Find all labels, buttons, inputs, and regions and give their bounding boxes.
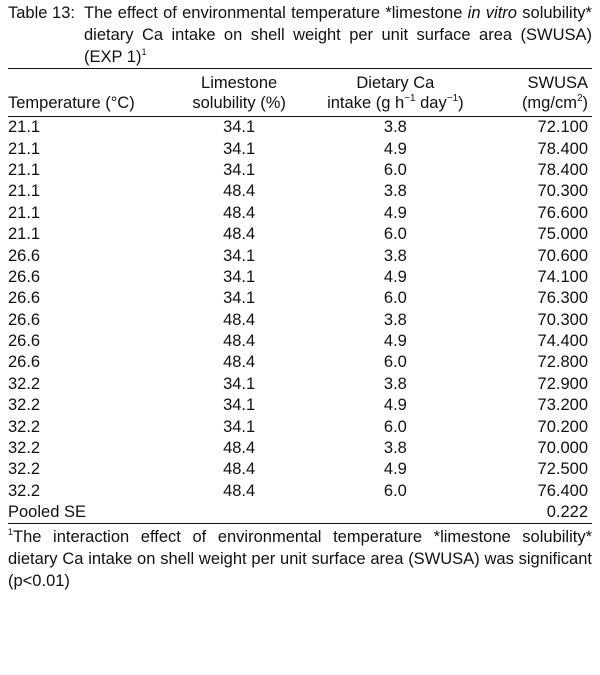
cell-solubility: 48.4 [223, 203, 256, 222]
cell-swusa: 78.400 [537, 160, 588, 179]
cell-solubility: 34.1 [223, 267, 256, 286]
table-row [8, 395, 592, 416]
table-row [8, 481, 592, 502]
table-row [8, 416, 592, 437]
cell-temperature: 26.6 [8, 332, 41, 351]
cell-temperature: 32.2 [8, 374, 41, 393]
table-caption [8, 2, 592, 68]
cell-ca-intake: 3.8 [383, 246, 407, 265]
cell-swusa: 75.000 [537, 225, 588, 244]
table-row [8, 267, 592, 288]
cell-swusa: 70.300 [537, 182, 588, 201]
cell-temperature: 26.6 [8, 310, 41, 329]
footnote-marker: 1 [8, 527, 14, 538]
cell-solubility: 34.1 [223, 118, 256, 137]
header-row-bottom [8, 93, 592, 117]
table-body [8, 117, 592, 524]
cell-solubility: 34.1 [223, 160, 256, 179]
data-table [8, 68, 592, 524]
cell-swusa: 70.000 [537, 439, 588, 458]
caption-label: Table 13: [8, 4, 75, 22]
cell-ca-intake: 3.8 [383, 310, 407, 329]
table-row [8, 310, 592, 331]
cell-swusa: 76.400 [537, 481, 588, 500]
cell-solubility: 34.1 [223, 289, 256, 308]
cell-temperature: 32.2 [8, 417, 41, 436]
cell-ca-intake: 4.9 [383, 139, 407, 158]
table-row [8, 438, 592, 459]
cell-solubility: 48.4 [223, 225, 256, 244]
cell-swusa: 70.300 [537, 310, 588, 329]
table-row [8, 245, 592, 266]
cell-solubility: 48.4 [223, 182, 256, 201]
cell-ca-intake: 6.0 [383, 417, 407, 436]
table-figure [8, 0, 592, 592]
header-ca-line1: Dietary Ca [316, 69, 475, 94]
cell-solubility: 34.1 [223, 139, 256, 158]
cell-ca-intake: 4.9 [383, 267, 407, 286]
cell-ca-intake: 4.9 [383, 332, 407, 351]
pooled-se-label: Pooled SE [8, 502, 162, 524]
header-ca-sup2: −1 [446, 93, 459, 104]
header-ca-suffix: ) [458, 94, 464, 112]
cell-ca-intake: 3.8 [383, 118, 407, 137]
cell-temperature: 26.6 [8, 289, 41, 308]
table-row [8, 352, 592, 373]
table-row [8, 224, 592, 245]
cell-temperature: 26.6 [8, 267, 41, 286]
cell-solubility: 48.4 [223, 481, 256, 500]
pooled-se-empty-solubility [162, 502, 316, 524]
header-swusa-line1: SWUSA [475, 69, 592, 94]
cell-temperature: 32.2 [8, 481, 41, 500]
cell-swusa: 72.800 [537, 353, 588, 372]
caption-footnote-marker: 1 [141, 47, 147, 57]
cell-swusa: 72.900 [537, 374, 588, 393]
header-row-top [8, 69, 592, 94]
caption-text-part1: The effect of environmental temperature *limestone [84, 4, 468, 22]
caption-text-part2: solubility* dietary Ca intake on shell weight per unit surface area (SWUSA) (EXP 1) [84, 4, 592, 66]
table-row [8, 203, 592, 224]
cell-temperature: 26.6 [8, 246, 41, 265]
table-row [8, 117, 592, 139]
cell-swusa: 70.200 [537, 417, 588, 436]
cell-solubility: 34.1 [223, 396, 256, 415]
header-temperature-top [8, 69, 162, 94]
cell-temperature: 26.6 [8, 353, 41, 372]
cell-ca-intake: 6.0 [383, 225, 407, 244]
header-solubility-line2: solubility (%) [162, 93, 316, 117]
table-row [8, 374, 592, 395]
table-row [8, 160, 592, 181]
header-solubility-line1: Limestone [162, 69, 316, 94]
footnote-text: The interaction effect of environmental temperature *limestone solubility* dietary Ca intake on shell weight per unit surface area (SWUSA) was significant (p<0.01) [8, 528, 592, 591]
header-ca-sup1: −1 [404, 93, 416, 104]
table-row [8, 138, 592, 159]
cell-ca-intake: 6.0 [383, 160, 407, 179]
cell-swusa: 76.600 [537, 203, 588, 222]
cell-ca-intake: 6.0 [383, 481, 407, 500]
table-row [8, 459, 592, 480]
pooled-se-value: 0.222 [475, 502, 592, 524]
cell-temperature: 21.1 [8, 139, 41, 158]
cell-swusa: 74.400 [537, 332, 588, 351]
cell-ca-intake: 3.8 [383, 182, 407, 201]
cell-swusa: 78.400 [537, 139, 588, 158]
cell-solubility: 34.1 [223, 246, 256, 265]
cell-solubility: 48.4 [223, 460, 256, 479]
cell-swusa: 73.200 [537, 396, 588, 415]
cell-temperature: 21.1 [8, 118, 41, 137]
cell-swusa: 72.500 [537, 460, 588, 479]
table-row [8, 181, 592, 202]
cell-swusa: 72.100 [537, 118, 588, 137]
caption-text-italic: in vitro [467, 4, 517, 22]
table-footnote [8, 526, 592, 592]
header-swusa-sup: 2 [576, 93, 583, 104]
cell-solubility: 34.1 [223, 417, 256, 436]
cell-ca-intake: 6.0 [383, 289, 407, 308]
cell-ca-intake: 4.9 [383, 460, 407, 479]
cell-ca-intake: 6.0 [383, 353, 407, 372]
cell-swusa: 70.600 [537, 246, 588, 265]
cell-temperature: 21.1 [8, 225, 41, 244]
header-ca-mid: day [415, 94, 447, 112]
pooled-se-empty-ca [316, 502, 475, 524]
cell-temperature: 32.2 [8, 396, 41, 415]
caption-text [84, 2, 592, 68]
cell-solubility: 48.4 [223, 332, 256, 351]
table-row [8, 288, 592, 309]
cell-temperature: 32.2 [8, 460, 41, 479]
cell-solubility: 48.4 [223, 353, 256, 372]
cell-solubility: 48.4 [223, 310, 256, 329]
cell-ca-intake: 3.8 [383, 374, 407, 393]
cell-temperature: 21.1 [8, 160, 41, 179]
cell-swusa: 74.100 [537, 267, 588, 286]
cell-ca-intake: 4.9 [383, 203, 407, 222]
table-row [8, 331, 592, 352]
cell-solubility: 48.4 [223, 439, 256, 458]
cell-solubility: 34.1 [223, 374, 256, 393]
cell-ca-intake: 4.9 [383, 396, 407, 415]
cell-temperature: 21.1 [8, 203, 41, 222]
cell-temperature: 32.2 [8, 439, 41, 458]
cell-temperature: 21.1 [8, 182, 41, 201]
header-temperature: Temperature (°C) [8, 93, 162, 117]
header-swusa-suffix: ) [582, 94, 588, 112]
header-swusa-prefix: (mg/cm [521, 94, 577, 112]
cell-ca-intake: 3.8 [383, 439, 407, 458]
header-swusa-line2 [475, 93, 592, 117]
header-ca-prefix: intake (g h [327, 94, 405, 112]
pooled-se-row [8, 502, 592, 524]
cell-swusa: 76.300 [537, 289, 588, 308]
header-ca-line2 [316, 93, 475, 117]
